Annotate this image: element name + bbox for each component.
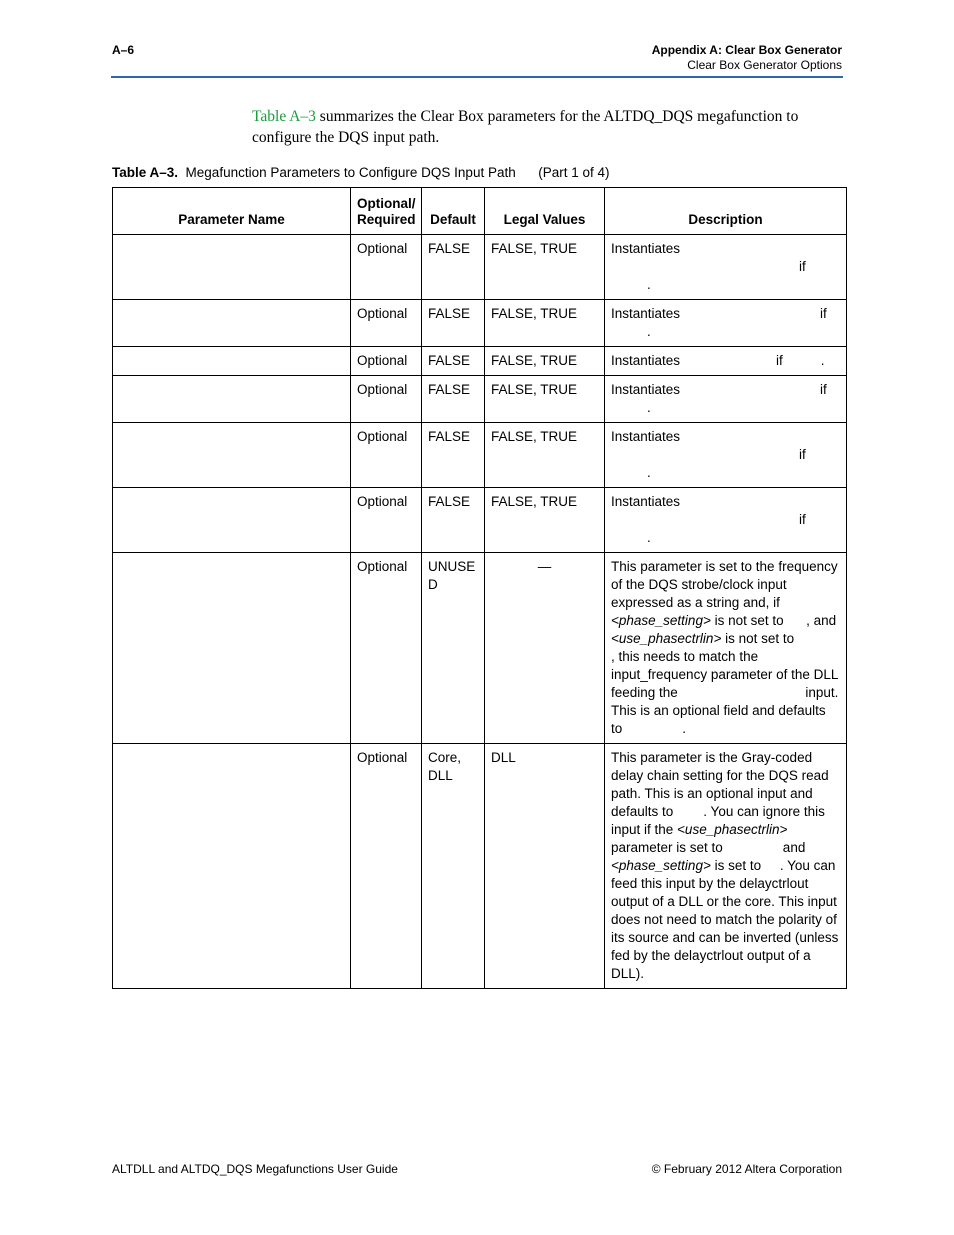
description-cell: Instantiates if . xyxy=(605,376,847,423)
table-row xyxy=(113,300,847,347)
header-rule xyxy=(111,76,843,78)
description-cell: Instantiates if . xyxy=(605,235,847,300)
table-row xyxy=(113,488,847,553)
optional-cell: Optional xyxy=(351,300,422,347)
default-cell: FALSE xyxy=(422,300,485,347)
default-cell: UNUSE D xyxy=(422,553,485,744)
default-cell: FALSE xyxy=(422,423,485,488)
parameter-table xyxy=(112,187,847,989)
description-cell: This parameter is the Gray-coded delay chain setting for the DQS read path. This is an optional input and defaults to . You can ignore this input if the <use_phasectrlin> parameter is set to and <phase_setting> is set to . You can feed this input by the delayctrlout output of a DLL or the core. This input does not need to match the polarity of its source and can be inverted (unless fed by the delayctrlout output of a DLL). xyxy=(605,744,847,989)
description-cell: Instantiates if . xyxy=(605,488,847,553)
table-reference-link[interactable]: Table A–3 xyxy=(252,108,316,125)
legal-values-cell: FALSE, TRUE xyxy=(485,488,605,553)
default-cell: FALSE xyxy=(422,347,485,376)
description-cell: Instantiates if . xyxy=(605,423,847,488)
caption-part: (Part 1 of 4) xyxy=(538,165,610,180)
table-row xyxy=(113,235,847,300)
table-row xyxy=(113,423,847,488)
table-row xyxy=(113,553,847,744)
header-legal-values: Legal Values xyxy=(485,188,605,235)
footer-guide-title: ALTDLL and ALTDQ_DQS Megafunctions User Guide xyxy=(112,1162,398,1176)
running-header xyxy=(652,43,842,73)
param-name-cell xyxy=(113,744,351,989)
caption-title: Megafunction Parameters to Configure DQS Input Path xyxy=(185,165,516,180)
legal-values-cell: FALSE, TRUE xyxy=(485,376,605,423)
description-cell: This parameter is set to the frequency of the DQS strobe/clock input expressed as a string and, if <phase_setting> is not set to , and <use_phasectrlin> is not set to , this needs to match the input_frequency parameter of the DLL feeding the input. This is an optional field and defaults to . xyxy=(605,553,847,744)
optional-cell: Optional xyxy=(351,347,422,376)
header-parameter-name: Parameter Name xyxy=(113,188,351,235)
optional-cell: Optional xyxy=(351,376,422,423)
param-name-cell xyxy=(113,488,351,553)
caption-label: Table A–3. xyxy=(112,165,179,180)
param-name-cell xyxy=(113,347,351,376)
table-header-row xyxy=(113,188,847,235)
intro-text: summarizes the Clear Box parameters for the ALTDQ_DQS megafunction to configure the DQS input path. xyxy=(252,108,799,146)
legal-values-cell: FALSE, TRUE xyxy=(485,300,605,347)
legal-values-cell: DLL xyxy=(485,744,605,989)
table-row xyxy=(113,376,847,423)
intro-paragraph xyxy=(252,106,844,148)
param-name-cell xyxy=(113,553,351,744)
legal-values-cell: FALSE, TRUE xyxy=(485,235,605,300)
header-default: Default xyxy=(422,188,485,235)
header-optional-required: Optional/ Required xyxy=(351,188,422,235)
param-name-cell xyxy=(113,235,351,300)
optional-cell: Optional xyxy=(351,235,422,300)
description-cell: Instantiates if . xyxy=(605,300,847,347)
optional-cell: Optional xyxy=(351,423,422,488)
legal-values-cell: FALSE, TRUE xyxy=(485,423,605,488)
table-caption xyxy=(112,165,610,180)
legal-values-cell: FALSE, TRUE xyxy=(485,347,605,376)
param-name-cell xyxy=(113,376,351,423)
table-row xyxy=(113,347,847,376)
header-description: Description xyxy=(605,188,847,235)
default-cell: FALSE xyxy=(422,235,485,300)
optional-cell: Optional xyxy=(351,553,422,744)
optional-cell: Optional xyxy=(351,744,422,989)
optional-cell: Optional xyxy=(351,488,422,553)
default-cell: FALSE xyxy=(422,488,485,553)
chapter-title: Appendix A: Clear Box Generator xyxy=(651,43,842,57)
section-title: Clear Box Generator Options xyxy=(687,58,842,72)
param-name-cell xyxy=(113,423,351,488)
param-name-cell xyxy=(113,300,351,347)
page-number: A–6 xyxy=(112,43,135,57)
footer-copyright: © February 2012 Altera Corporation xyxy=(651,1162,842,1176)
description-cell: Instantiates if . xyxy=(605,347,847,376)
default-cell: FALSE xyxy=(422,376,485,423)
default-cell: Core, DLL xyxy=(422,744,485,989)
table-row xyxy=(113,744,847,989)
legal-values-cell: — xyxy=(485,553,605,744)
